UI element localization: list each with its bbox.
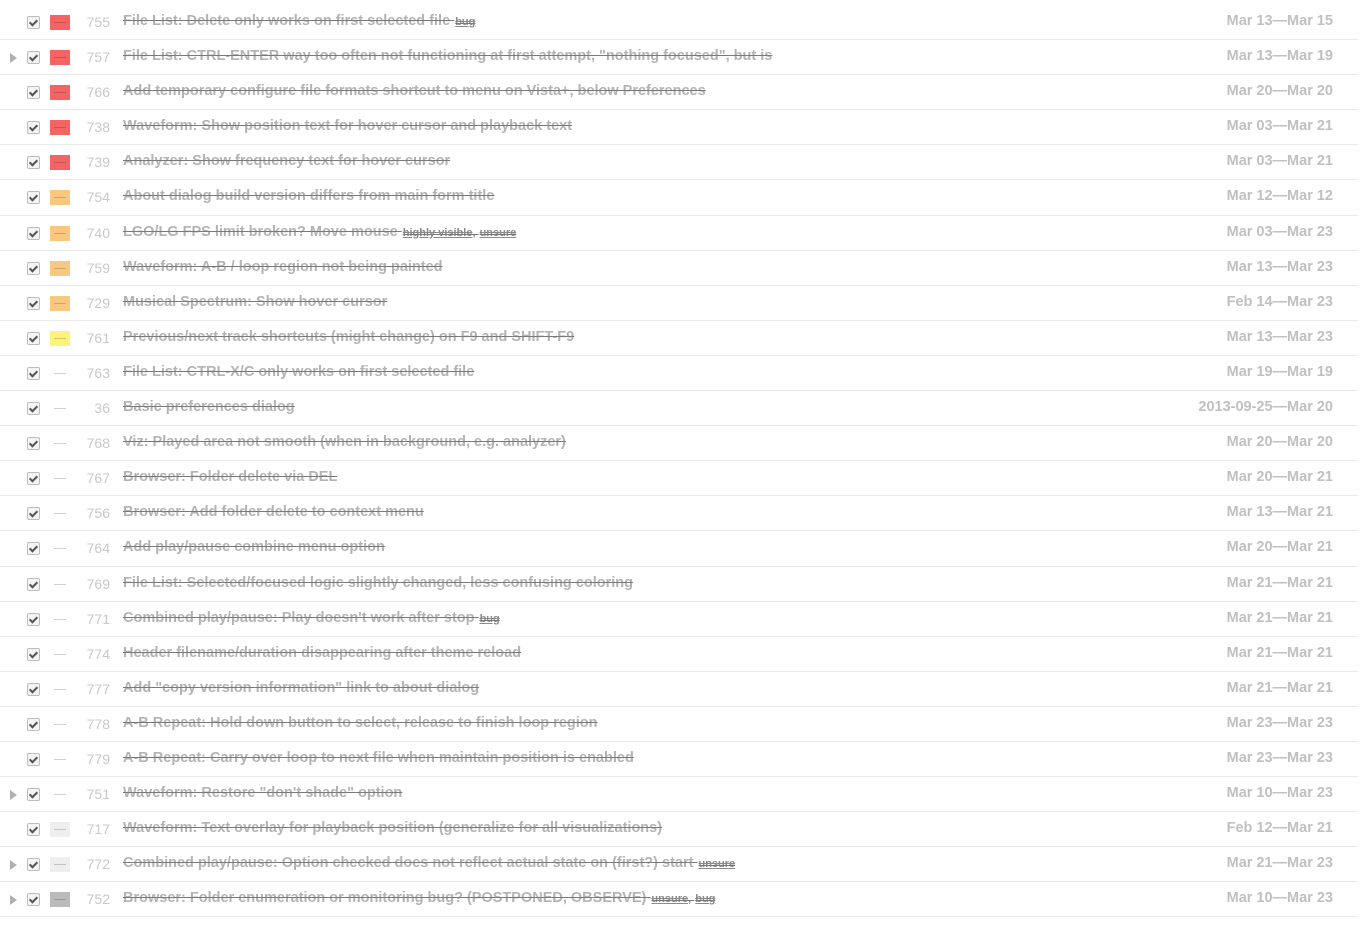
priority-swatch[interactable] xyxy=(50,190,70,205)
task-title-text: Browser: Folder delete via DEL xyxy=(123,469,338,486)
task-row[interactable] xyxy=(0,531,1358,566)
task-id: 777 xyxy=(86,680,110,697)
task-id: 761 xyxy=(86,329,110,346)
task-date-range: Mar 23—Mar 23 xyxy=(1226,749,1333,766)
task-title-text: Waveform: A-B / loop region not being painted xyxy=(123,258,443,275)
task-title-text: Waveform: Restore "don't shade" option xyxy=(123,785,403,802)
task-id: 738 xyxy=(86,119,110,136)
completed-checkbox[interactable] xyxy=(27,191,40,204)
task-title-text: A-B Repeat: Hold down button to select, release to finish loop region xyxy=(123,714,598,731)
priority-swatch[interactable] xyxy=(50,85,70,100)
task-id: 756 xyxy=(86,505,110,522)
priority-swatch[interactable] xyxy=(50,155,70,170)
task-title[interactable] xyxy=(123,539,385,555)
task-id: 754 xyxy=(86,189,110,206)
completed-checkbox[interactable] xyxy=(27,86,40,99)
task-date-range: Mar 21—Mar 21 xyxy=(1226,574,1333,591)
completed-checkbox[interactable] xyxy=(27,858,40,871)
task-title-text: Browser: Add folder delete to context menu xyxy=(123,504,424,521)
task-date-range: Mar 20—Mar 21 xyxy=(1226,539,1333,556)
task-date-range: Mar 19—Mar 19 xyxy=(1226,363,1333,380)
completed-checkbox[interactable] xyxy=(27,437,40,450)
task-title[interactable] xyxy=(123,188,494,204)
completed-checkbox[interactable] xyxy=(27,823,40,836)
task-id: 755 xyxy=(86,14,110,30)
task-title[interactable] xyxy=(123,575,633,591)
task-date-range: Mar 13—Mar 23 xyxy=(1226,258,1333,275)
task-date-range: Feb 12—Mar 21 xyxy=(1226,820,1333,837)
task-title-text: File List: Selected/focused logic slightly changed, less confusing coloring xyxy=(123,574,634,591)
task-row[interactable] xyxy=(0,777,1358,812)
task-date-range: Mar 12—Mar 12 xyxy=(1226,188,1333,205)
task-date-range: Mar 21—Mar 21 xyxy=(1226,609,1333,626)
priority-swatch[interactable] xyxy=(50,612,70,627)
task-title-text: File List: CTRL-X/C only works on first selected file xyxy=(123,363,475,380)
priority-swatch[interactable] xyxy=(50,506,70,521)
task-row[interactable] xyxy=(0,461,1358,496)
task-title-text: About dialog build version differs from main form title xyxy=(123,188,495,205)
task-row[interactable] xyxy=(0,742,1358,777)
completed-checkbox[interactable] xyxy=(27,542,40,555)
priority-swatch[interactable] xyxy=(50,577,70,592)
priority-swatch[interactable] xyxy=(50,15,70,30)
task-date-range: Mar 21—Mar 23 xyxy=(1226,855,1333,872)
task-title[interactable] xyxy=(123,645,521,661)
completed-checkbox[interactable] xyxy=(27,648,40,661)
task-id: 757 xyxy=(86,49,110,66)
task-id: 779 xyxy=(86,750,110,767)
task-date-range: Mar 21—Mar 21 xyxy=(1226,644,1333,661)
task-row[interactable] xyxy=(0,391,1358,426)
task-row[interactable] xyxy=(0,321,1358,356)
task-row[interactable] xyxy=(0,216,1358,251)
task-title[interactable] xyxy=(123,715,598,731)
task-date-range: Mar 21—Mar 21 xyxy=(1226,679,1333,696)
completed-checkbox[interactable] xyxy=(27,472,40,485)
priority-swatch[interactable] xyxy=(50,50,70,65)
task-title-text: Waveform: Show position text for hover cursor and playback text xyxy=(123,118,573,135)
completed-checkbox[interactable] xyxy=(27,262,40,275)
task-title-text: Musical Spectrum: Show hover cursor xyxy=(123,293,388,310)
task-title[interactable] xyxy=(123,83,706,99)
completed-checkbox[interactable] xyxy=(27,51,40,64)
task-date-range: Mar 03—Mar 21 xyxy=(1226,118,1333,135)
task-id: 772 xyxy=(86,856,110,873)
priority-swatch[interactable] xyxy=(50,541,70,556)
completed-checkbox[interactable] xyxy=(27,402,40,415)
priority-swatch[interactable] xyxy=(50,892,70,907)
tag-link[interactable]: unsure xyxy=(651,893,689,906)
task-id: 751 xyxy=(86,786,110,803)
task-date-range: Mar 13—Mar 15 xyxy=(1226,13,1333,29)
task-id: 774 xyxy=(86,645,110,662)
priority-swatch[interactable] xyxy=(50,120,70,135)
task-date-range: Mar 13—Mar 19 xyxy=(1226,48,1333,65)
task-title[interactable] xyxy=(123,820,662,836)
task-title[interactable] xyxy=(123,294,387,310)
completed-checkbox[interactable] xyxy=(27,718,40,731)
task-id: 740 xyxy=(86,224,110,241)
task-title[interactable] xyxy=(123,469,337,485)
task-row[interactable] xyxy=(0,812,1358,847)
priority-swatch[interactable] xyxy=(50,261,70,276)
completed-checkbox[interactable] xyxy=(27,367,40,380)
task-title-text: LGO/LG FPS limit broken? Move mouse xyxy=(123,223,398,240)
priority-swatch[interactable] xyxy=(50,647,70,662)
completed-checkbox[interactable] xyxy=(27,578,40,591)
task-id: 717 xyxy=(86,821,110,838)
task-title-text: Combined play/pause: Play doesn't work after stop xyxy=(123,609,475,626)
task-id: 764 xyxy=(86,540,110,557)
tag-link[interactable]: unsure xyxy=(698,858,736,871)
task-row[interactable] xyxy=(0,707,1358,742)
priority-swatch[interactable] xyxy=(50,682,70,697)
task-date-range: Mar 13—Mar 21 xyxy=(1226,504,1333,521)
task-title[interactable] xyxy=(123,750,634,766)
task-id: 767 xyxy=(86,470,110,487)
task-row[interactable] xyxy=(0,110,1358,145)
completed-checkbox[interactable] xyxy=(27,156,40,169)
task-title[interactable] xyxy=(123,329,574,345)
priority-swatch[interactable] xyxy=(50,296,70,311)
priority-swatch[interactable] xyxy=(50,752,70,767)
task-date-range: Mar 20—Mar 20 xyxy=(1226,83,1333,100)
completed-checkbox[interactable] xyxy=(27,297,40,310)
priority-swatch[interactable] xyxy=(50,366,70,381)
task-list xyxy=(0,5,1358,917)
task-title-text: Basic preferences dialog xyxy=(123,399,295,416)
task-title[interactable] xyxy=(123,890,715,906)
task-title[interactable] xyxy=(123,785,402,801)
expand-arrow-icon[interactable] xyxy=(10,895,17,905)
task-title[interactable] xyxy=(123,48,772,64)
task-title-text: Analyzer: Show frequency text for hover cursor xyxy=(123,153,451,170)
task-title[interactable] xyxy=(123,399,295,415)
task-row[interactable] xyxy=(0,356,1358,391)
task-row[interactable] xyxy=(0,251,1358,286)
priority-swatch[interactable] xyxy=(50,226,70,241)
tag-link[interactable]: unsure xyxy=(479,226,517,239)
task-date-range: Mar 20—Mar 20 xyxy=(1226,434,1333,451)
task-title-text: Viz: Played area not smooth (when in background, e.g. analyzer) xyxy=(123,434,566,451)
completed-checkbox[interactable] xyxy=(27,753,40,766)
tag-separator: , xyxy=(688,893,695,906)
task-id: 763 xyxy=(86,364,110,381)
priority-swatch[interactable] xyxy=(50,436,70,451)
task-row[interactable] xyxy=(0,40,1358,75)
task-title[interactable] xyxy=(123,855,735,871)
task-title[interactable] xyxy=(123,153,450,169)
expand-arrow-icon[interactable] xyxy=(10,53,17,63)
task-title-text: Combined play/pause: Option checked does not reflect actual state on (first?) start xyxy=(123,855,694,872)
task-title-text: Previous/next track shortcuts (might change) on F9 and SHIFT-F9 xyxy=(123,328,575,345)
expand-arrow-icon[interactable] xyxy=(10,860,17,870)
task-title[interactable] xyxy=(123,364,474,380)
completed-checkbox[interactable] xyxy=(27,332,40,345)
task-date-range: Mar 20—Mar 21 xyxy=(1226,469,1333,486)
task-title-text: File List: CTRL-ENTER way too often not functioning at first attempt, "nothing focused", but is xyxy=(123,48,773,65)
completed-checkbox[interactable] xyxy=(27,16,40,29)
completed-checkbox[interactable] xyxy=(27,893,40,906)
task-title[interactable] xyxy=(123,434,566,450)
task-title[interactable] xyxy=(123,259,443,275)
task-row[interactable] xyxy=(0,145,1358,180)
task-title[interactable] xyxy=(123,680,479,696)
task-date-range: Mar 03—Mar 23 xyxy=(1226,223,1333,240)
priority-swatch[interactable] xyxy=(50,471,70,486)
task-title-text: File List: Delete only works on first selected file xyxy=(123,13,451,29)
tag-link[interactable]: bug xyxy=(455,16,476,28)
priority-swatch[interactable] xyxy=(50,822,70,837)
task-id: 771 xyxy=(86,610,110,627)
task-id: 739 xyxy=(86,154,110,171)
task-title-text: Browser: Folder enumeration or monitoring bug? (POSTPONED, OBSERVE) xyxy=(123,890,647,907)
task-row[interactable] xyxy=(0,882,1358,917)
priority-swatch[interactable] xyxy=(50,857,70,872)
completed-checkbox[interactable] xyxy=(27,683,40,696)
task-id: 766 xyxy=(86,84,110,101)
task-id: 769 xyxy=(86,575,110,592)
task-title[interactable] xyxy=(123,504,424,520)
task-row[interactable] xyxy=(0,567,1358,602)
task-row[interactable] xyxy=(0,847,1358,882)
task-row[interactable] xyxy=(0,672,1358,707)
task-id: 778 xyxy=(86,715,110,732)
task-row[interactable] xyxy=(0,286,1358,321)
task-row[interactable] xyxy=(0,75,1358,110)
task-title[interactable] xyxy=(123,610,500,626)
priority-swatch[interactable] xyxy=(50,401,70,416)
priority-swatch[interactable] xyxy=(50,787,70,802)
task-id: 729 xyxy=(86,294,110,311)
task-title-text: Header filename/duration disappearing after theme reload xyxy=(123,644,522,661)
task-row[interactable] xyxy=(0,637,1358,672)
tag-separator: , xyxy=(472,226,479,239)
task-row[interactable] xyxy=(0,602,1358,637)
task-id: 752 xyxy=(86,891,110,908)
completed-checkbox[interactable] xyxy=(27,788,40,801)
task-date-range: Mar 10—Mar 23 xyxy=(1226,785,1333,802)
task-date-range: Mar 10—Mar 23 xyxy=(1226,890,1333,907)
task-title[interactable] xyxy=(123,13,475,29)
task-title-text: Waveform: Text overlay for playback position (generalize for all visualizations) xyxy=(123,820,663,837)
task-title-text: A-B Repeat: Carry over loop to next file when maintain position is enabled xyxy=(123,749,634,766)
task-title-text: Add temporary configure file formats shortcut to menu on Vista+, below Preferences xyxy=(123,83,706,100)
task-row[interactable] xyxy=(0,5,1358,40)
task-date-range: 2013-09-25—Mar 20 xyxy=(1198,399,1333,416)
task-date-range: Mar 03—Mar 21 xyxy=(1226,153,1333,170)
task-row[interactable] xyxy=(0,180,1358,215)
priority-swatch[interactable] xyxy=(50,331,70,346)
tag-link[interactable]: bug xyxy=(695,893,716,906)
completed-checkbox[interactable] xyxy=(27,507,40,520)
task-id: 759 xyxy=(86,259,110,276)
tag-link[interactable]: bug xyxy=(479,612,500,625)
tag-link[interactable]: highly visible xyxy=(402,226,473,239)
task-title[interactable] xyxy=(123,118,572,134)
task-title-text: Add play/pause combine menu option xyxy=(123,539,385,556)
task-date-range: Mar 13—Mar 23 xyxy=(1226,328,1333,345)
task-date-range: Feb 14—Mar 23 xyxy=(1226,293,1333,310)
task-title-text: Add "copy version information" link to about dialog xyxy=(123,679,480,696)
completed-checkbox[interactable] xyxy=(27,227,40,240)
task-row[interactable] xyxy=(0,496,1358,531)
task-row[interactable] xyxy=(0,426,1358,461)
task-date-range: Mar 23—Mar 23 xyxy=(1226,714,1333,731)
completed-checkbox[interactable] xyxy=(27,121,40,134)
task-id: 36 xyxy=(94,400,110,417)
task-id: 768 xyxy=(86,435,110,452)
expand-arrow-icon[interactable] xyxy=(10,790,17,800)
completed-checkbox[interactable] xyxy=(27,613,40,626)
task-title[interactable] xyxy=(123,224,516,240)
priority-swatch[interactable] xyxy=(50,717,70,732)
